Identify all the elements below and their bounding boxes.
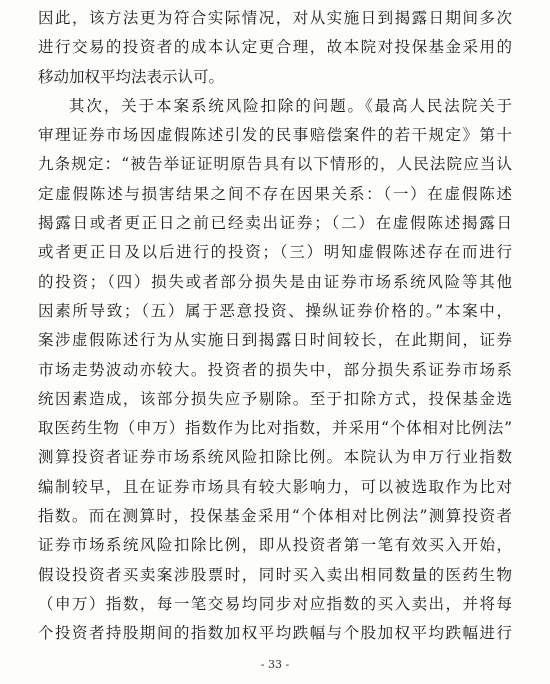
text-line: 进行交易的投资者的成本认定更合理，故本院对投保基金采用的 [38,38,512,57]
text-line: 编制较早，且在证券市场具有较大影响力，可以被选取作为比对 [38,477,512,496]
text-line: （申万）指数，每一笔交易均同步对应指数的买入卖出，并将每 [38,594,512,613]
text-line: 个投资者持股期间的指数加权平均跌幅与个股加权平均跌幅进行 [38,624,512,643]
text-line: 取医药生物（申万）指数作为比对指数，并采用“个体相对比例法” [38,419,512,438]
text-line: 九条规定：“被告举证证明原告具有以下情形的，人民法院应当认 [38,155,512,174]
text-line: 证券市场系统风险扣除比例，即从投资者第一笔有效买入开始， [38,536,512,555]
text-line: 案涉虚假陈述行为从实施日到揭露日时间较长，在此期间，证券 [38,331,512,350]
text-line: 或者更正日及以后进行的投资；（三）明知虚假陈述存在而进行 [38,243,512,262]
text-line: 因素所导致；（五）属于恶意投资、操纵证券价格的。”本案中， [38,301,512,320]
text-line: 移动加权平均法表示认可。 [38,67,225,86]
text-line: 揭露日或者更正日之前已经卖出证券；（二）在虚假陈述揭露日 [38,214,512,233]
page-number: - 33 - [260,658,290,671]
paragraph-start-line: 其次，关于本案系统风险扣除的问题。《最高人民法院关于 [69,96,512,115]
text-line: 测算投资者证券市场系统风险扣除比例。本院认为申万行业指数 [38,448,512,467]
text-line: 统因素造成，该部分损失应予剔除。至于扣除方式，投保基金选 [38,389,512,408]
text-line: 审理证券市场因虚假陈述引发的民事赔偿案件的若干规定》第十 [38,126,512,145]
text-line: 因此，该方法更为符合实际情况，对从实施日到揭露日期间多次 [38,9,512,27]
text-line: 定虚假陈述与损害结果之间不存在因果关系：（一）在虚假陈述 [38,184,512,203]
text-line: 市场走势波动亦较大。投资者的损失中，部分损失系证券市场系 [38,360,512,379]
text-line: 指数。而在测算时，投保基金采用“个体相对比例法”测算投资者 [38,507,512,526]
body-text [38,4,512,649]
text-line: 的投资；（四）损失或者部分损失是由证券市场系统风险等其他 [38,272,512,291]
text-line: 假设投资者买卖案涉股票时，同时买入卖出相同数量的医药生物 [38,565,512,584]
